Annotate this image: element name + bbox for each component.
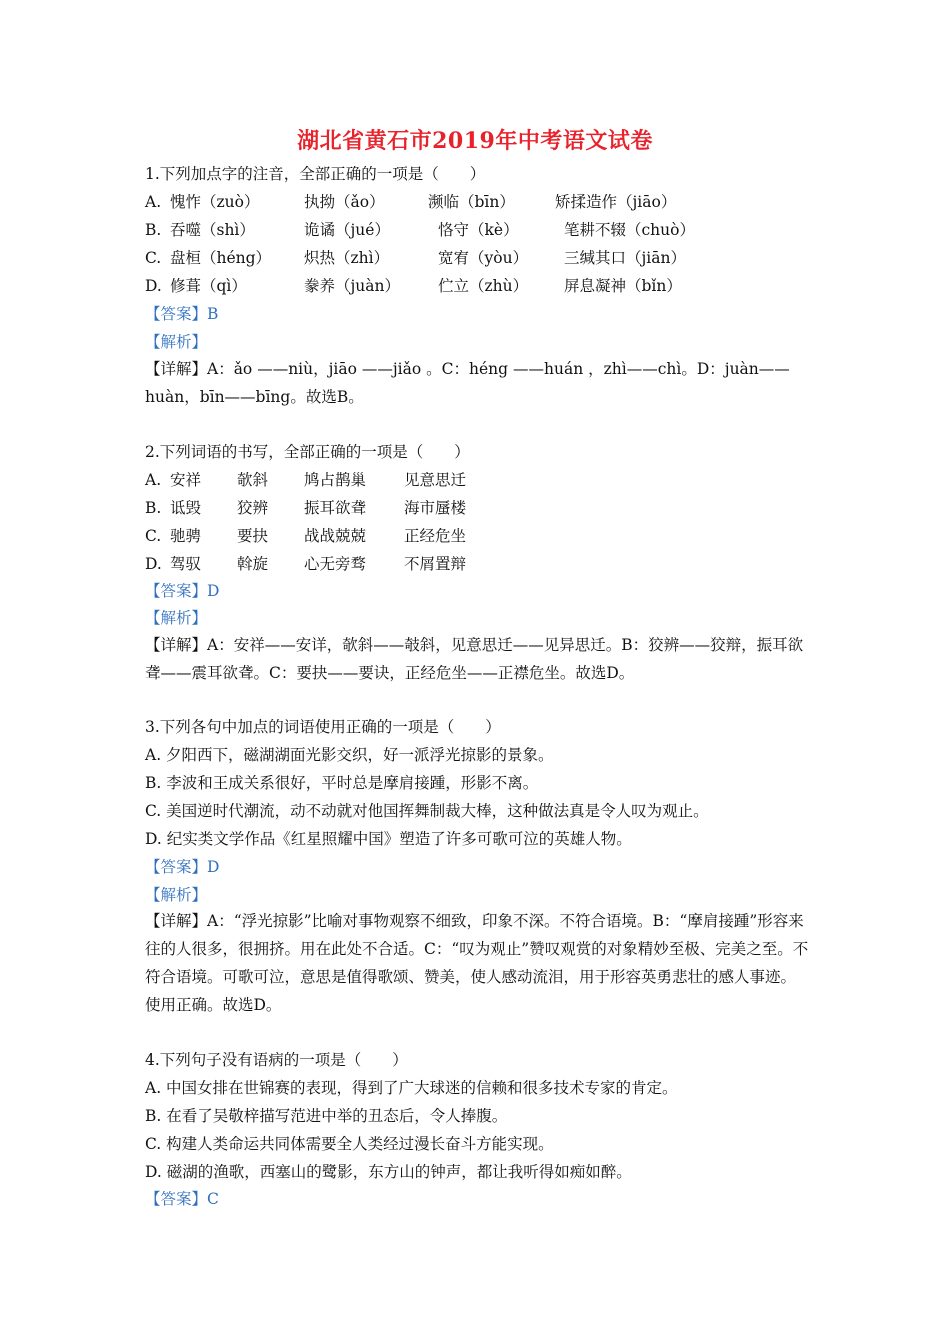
q2-stem: 2.下列词语的书写，全部正确的一项是（ ） bbox=[145, 443, 470, 461]
option-item: 诋毁 bbox=[170, 499, 202, 517]
option-item: 矫揉造作（jiāo） bbox=[555, 193, 677, 211]
q2-option-row bbox=[145, 554, 810, 574]
option-item: 濒临（bīn） bbox=[428, 193, 515, 211]
option-letter: A. bbox=[145, 471, 162, 489]
option-letter: B. bbox=[145, 499, 162, 517]
option-letter: A. bbox=[145, 193, 162, 211]
q3-option-b: B. 李波和王成关系很好，平时总是摩肩接踵，形影不离。 bbox=[145, 774, 539, 792]
option-item: 战战兢兢 bbox=[304, 527, 367, 545]
option-item: 伫立（zhù） bbox=[438, 277, 529, 295]
option-item: 炽热（zhì） bbox=[304, 249, 390, 267]
option-item: 执拗（ǎo） bbox=[304, 193, 385, 211]
option-letter: B. bbox=[145, 221, 162, 239]
q2-option-row bbox=[145, 498, 810, 518]
q2-detail: 【详解】A：安祥——安详，欹斜——攲斜，见意思迁——见异思迁。B：狡辨——狡辩，振耳欲聋——震耳欲聋。C：要抉——要诀，正经危坐——正襟危坐。故选D。 bbox=[145, 636, 804, 682]
q3-answer-label: 【答案】D bbox=[145, 858, 220, 876]
option-item: 三缄其口（jiān） bbox=[564, 249, 686, 267]
option-item: 见意思迁 bbox=[404, 471, 467, 489]
option-item: 豢养（juàn） bbox=[304, 277, 401, 295]
q1-option-row bbox=[145, 220, 810, 240]
q4-option-d: D. 磁湖的渔歌，西塞山的鹭影，东方山的钟声，都让我听得如痴如醉。 bbox=[145, 1163, 632, 1181]
option-item: 鸠占鹊巢 bbox=[304, 471, 367, 489]
option-item: 盘桓（héng） bbox=[170, 249, 272, 267]
q4-option-b: B. 在看了吴敬梓描写范进中举的丑态后，令人捧腹。 bbox=[145, 1107, 508, 1125]
q4-stem: 4.下列句子没有语病的一项是（ ） bbox=[145, 1051, 408, 1069]
q2-answer-label: 【答案】D bbox=[145, 582, 220, 600]
option-letter: D. bbox=[145, 277, 162, 295]
option-letter: D. bbox=[145, 555, 162, 573]
option-item: 振耳欲聋 bbox=[304, 499, 367, 517]
option-letter: C. bbox=[145, 527, 162, 545]
q3-stem: 3.下列各句中加点的词语使用正确的一项是（ ） bbox=[145, 718, 501, 736]
option-item: 吞噬（shì） bbox=[170, 221, 255, 239]
q1-stem: 1.下列加点字的注音，全部正确的一项是（ ） bbox=[145, 165, 486, 183]
option-item: 心无旁骛 bbox=[304, 555, 367, 573]
option-item: 愧怍（zuò） bbox=[170, 193, 260, 211]
q3-option-a: A. 夕阳西下，磁湖湖面光影交织，好一派浮光掠影的景象。 bbox=[145, 746, 554, 764]
option-item: 欹斜 bbox=[237, 471, 269, 489]
q3-detail: 【详解】A：“浮光掠影”比喻对事物观察不细致，印象不深。不符合语境。B：“摩肩接踵”形容来往的人很多，很拥挤。用在此处不合适。C：“叹为观止”赞叹观赏的对象精妙至极、完美之至。不符合语境。可歌可泣，意思是值得歌颂、赞美，使人感动流泪，用于形容英勇悲壮的感人事迹。使用正确。故选D。 bbox=[145, 912, 809, 1014]
q3-option-c: C. 美国逆时代潮流，动不动就对他国挥舞制裁大棒，这种做法真是令人叹为观止。 bbox=[145, 802, 709, 820]
option-letter: C. bbox=[145, 249, 162, 267]
option-item: 不屑置辩 bbox=[404, 555, 467, 573]
option-item: 安祥 bbox=[170, 471, 202, 489]
option-item: 笔耕不辍（chuò） bbox=[564, 221, 695, 239]
option-item: 诡谲（jué） bbox=[304, 221, 390, 239]
q1-option-row bbox=[145, 192, 810, 212]
q3-option-d: D. 纪实类文学作品《红星照耀中国》塑造了许多可歌可泣的英雄人物。 bbox=[145, 830, 632, 848]
q1-answer-label: 【答案】B bbox=[145, 305, 219, 323]
q1-option-row bbox=[145, 248, 810, 268]
q2-analysis-label: 【解析】 bbox=[145, 609, 208, 627]
option-item: 狡辨 bbox=[237, 499, 269, 517]
option-item: 驰骋 bbox=[170, 527, 202, 545]
q4-option-c: C. 构建人类命运共同体需要全人类经过漫长奋斗方能实现。 bbox=[145, 1135, 554, 1153]
option-item: 正经危坐 bbox=[404, 527, 467, 545]
q1-option-row bbox=[145, 276, 810, 296]
q3-analysis-label: 【解析】 bbox=[145, 886, 208, 904]
option-item: 修葺（qì） bbox=[170, 277, 247, 295]
q2-option-row bbox=[145, 526, 810, 546]
option-item: 要抉 bbox=[237, 527, 269, 545]
option-item: 恪守（kè） bbox=[438, 221, 519, 239]
q1-detail: 【详解】A：ǎo ——niù，jiāo ——jiǎo 。C：héng ——huán ，zhì——chì。D：juàn——huàn，bīn——bīng。故选B。 bbox=[145, 360, 790, 406]
option-item: 斡旋 bbox=[237, 555, 269, 573]
option-item: 宽宥（yòu） bbox=[438, 249, 529, 267]
option-item: 海市蜃楼 bbox=[404, 499, 467, 517]
q1-analysis-label: 【解析】 bbox=[145, 333, 208, 351]
q4-option-a: A. 中国女排在世锦赛的表现，得到了广大球迷的信赖和很多技术专家的肯定。 bbox=[145, 1079, 678, 1097]
option-item: 驾驭 bbox=[170, 555, 202, 573]
q4-answer-label: 【答案】C bbox=[145, 1190, 219, 1208]
q2-option-row bbox=[145, 470, 810, 490]
page-title: 湖北省黄石市2019年中考语文试卷 bbox=[297, 128, 653, 154]
option-item: 屏息凝神（bǐn） bbox=[564, 277, 682, 295]
